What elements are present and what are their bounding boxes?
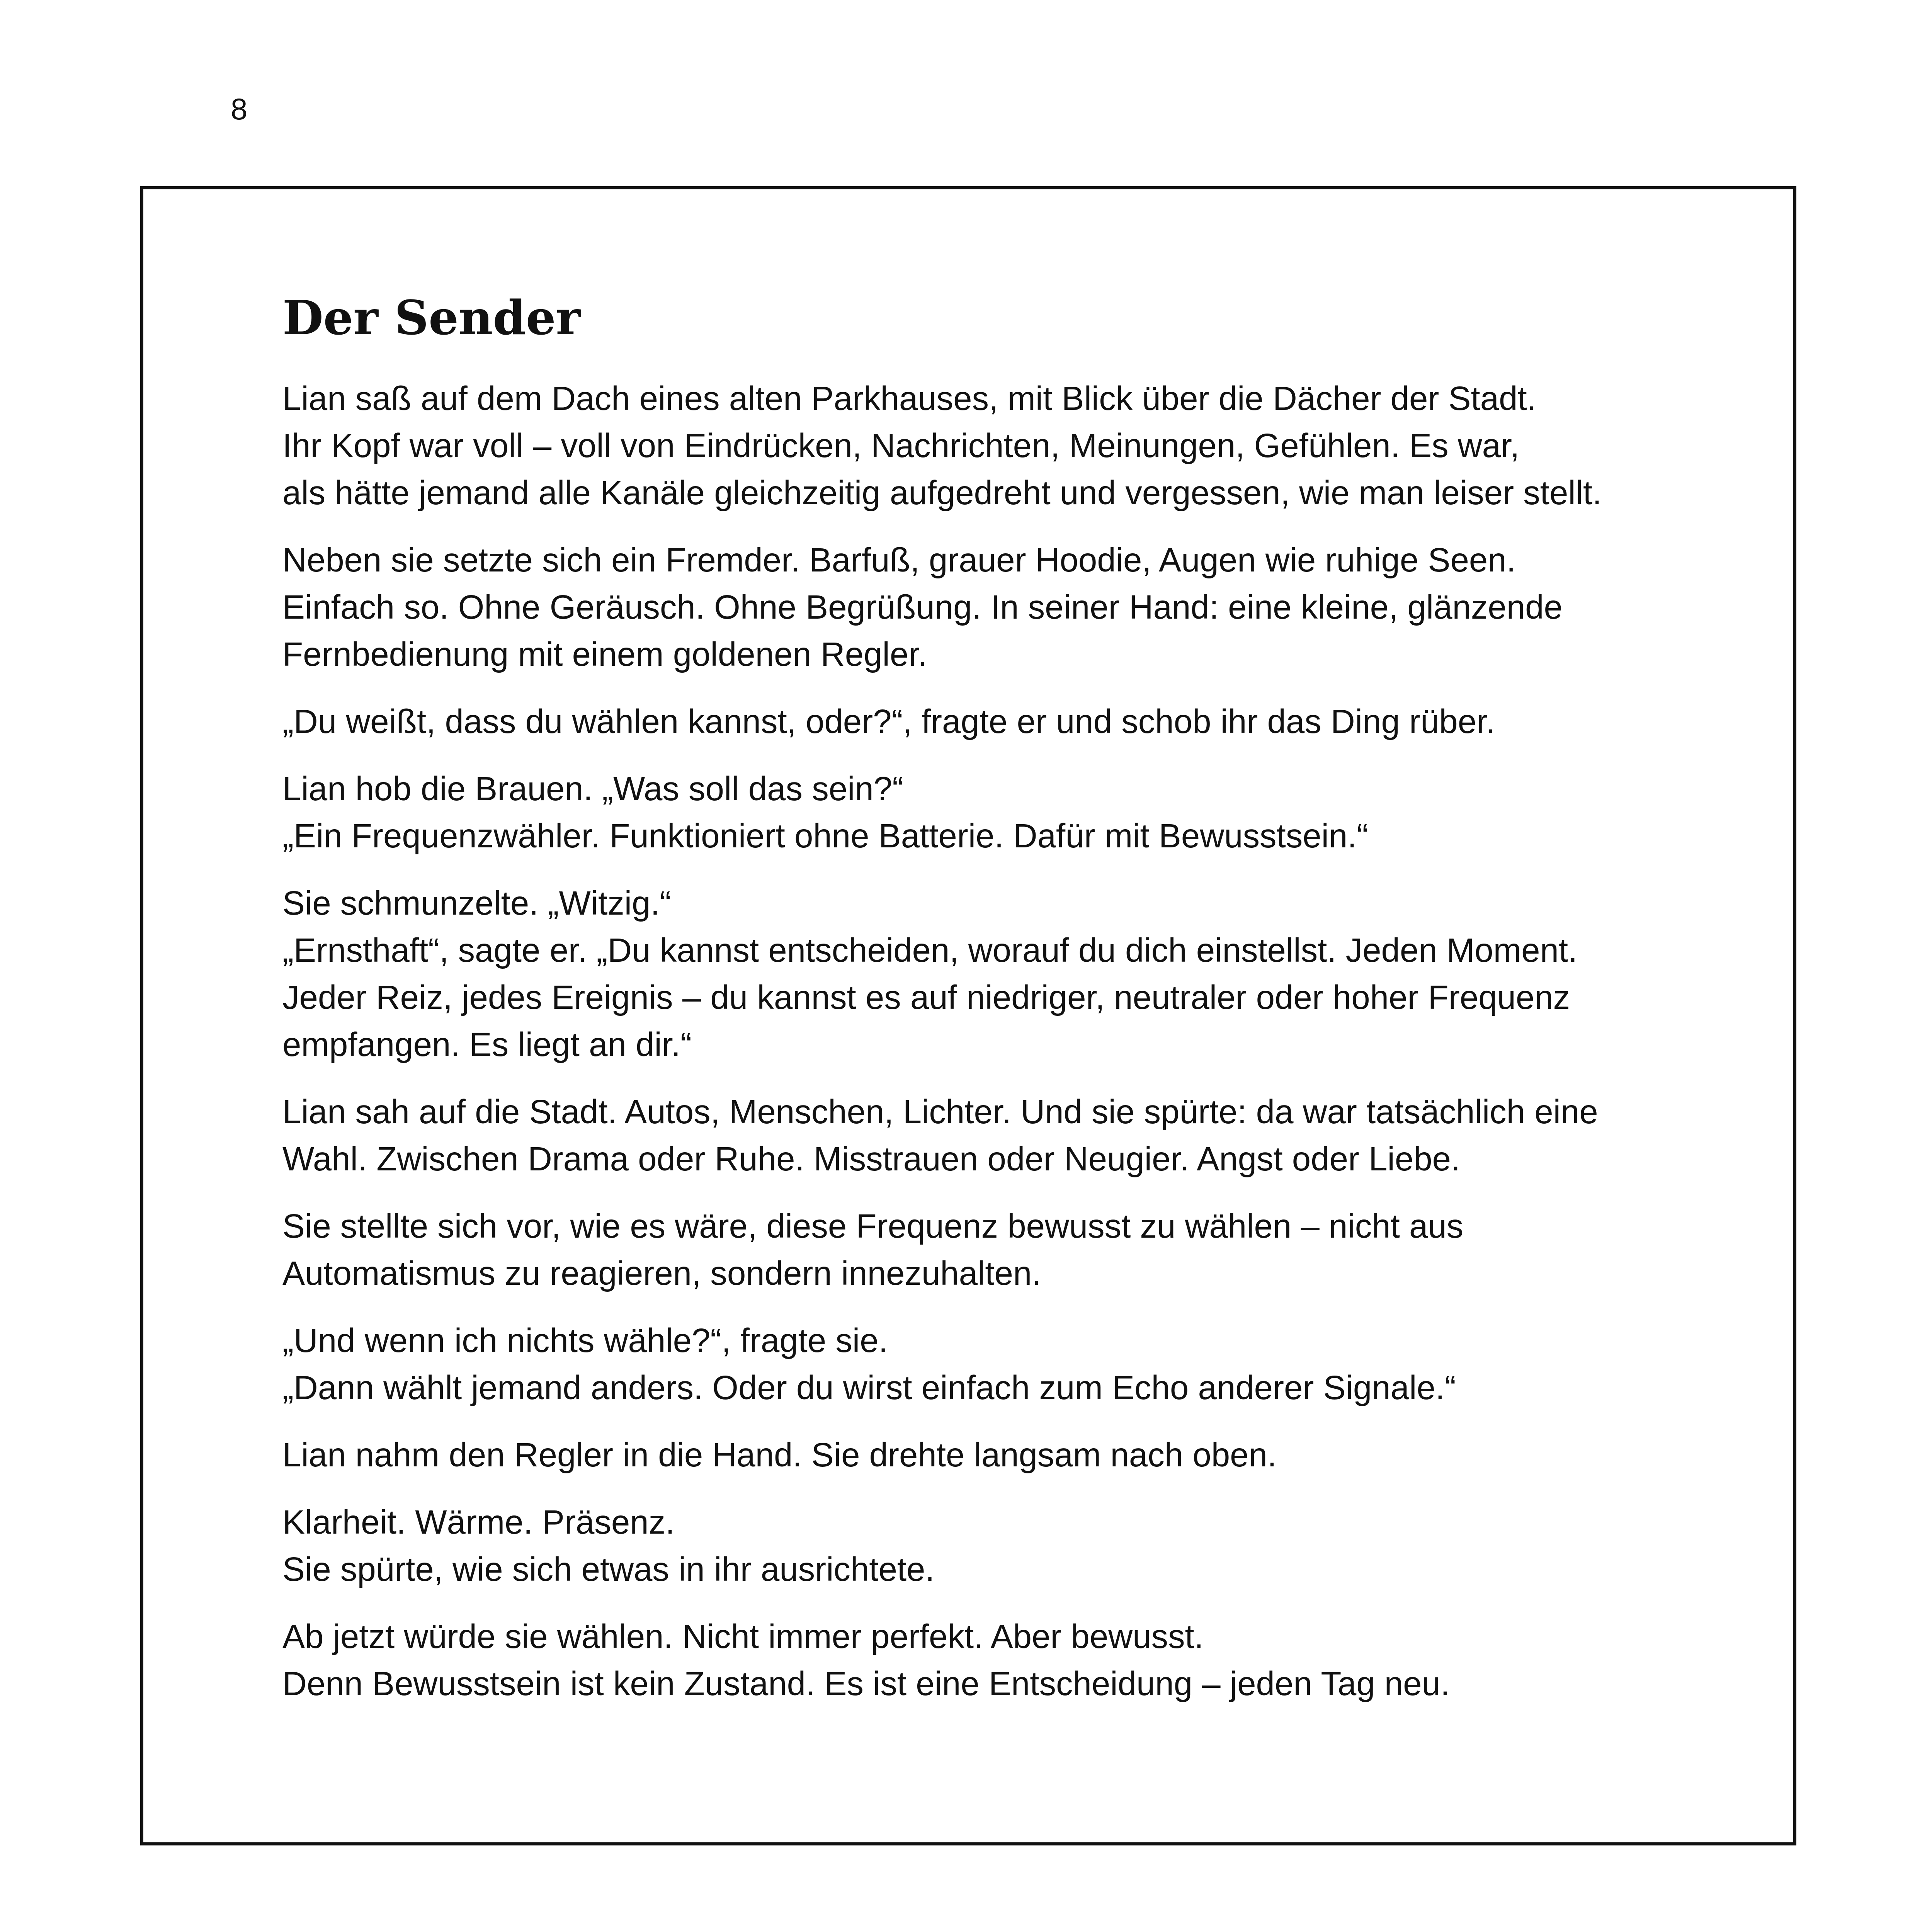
paragraph [282,1088,1712,1183]
text-line: Wahl. Zwischen Drama oder Ruhe. Misstrauen oder Neugier. Angst oder Liebe. [282,1140,1461,1178]
text-line: Lian nahm den Regler in die Hand. Sie drehte langsam nach oben. [282,1436,1277,1474]
text-line: Denn Bewusstsein ist kein Zustand. Es ist eine Entscheidung – jeden Tag neu. [282,1665,1450,1703]
page-number: 8 [231,92,248,126]
text-line: Klarheit. Wärme. Präsenz. [282,1503,675,1541]
paragraph [282,537,1712,678]
text-line: Neben sie setzte sich ein Fremder. Barfuß, grauer Hoodie, Augen wie ruhige Seen. [282,541,1516,579]
paragraph [282,1432,1712,1479]
text-line: Ihr Kopf war voll – voll von Eindrücken, Nachrichten, Meinungen, Gefühlen. Es war, [282,427,1520,465]
paragraph [282,880,1712,1068]
story-frame [140,186,1796,1845]
text-line: empfangen. Es liegt an dir.“ [282,1026,692,1064]
text-line: „Ein Frequenzwähler. Funktioniert ohne Batterie. Dafür mit Bewusstsein.“ [282,817,1368,855]
text-line: Lian saß auf dem Dach eines alten Parkhauses, mit Blick über die Dächer der Stadt. [282,380,1536,418]
story-content [282,292,1712,1728]
text-line: Fernbedienung mit einem goldenen Regler. [282,636,927,673]
text-line: Lian hob die Brauen. „Was soll das sein?“ [282,770,904,808]
text-line: Einfach so. Ohne Geräusch. Ohne Begrüßung. In seiner Hand: eine kleine, glänzende [282,588,1563,626]
text-line: Lian sah auf die Stadt. Autos, Menschen, Lichter. Und sie spürte: da war tatsächlich eine [282,1093,1598,1131]
paragraph [282,765,1712,860]
text-line: Jeder Reiz, jedes Ereignis – du kannst es auf niedriger, neutraler oder hoher Frequenz [282,979,1570,1017]
paragraph [282,375,1712,517]
story-title: Der Sender [282,290,581,345]
text-line: Sie spürte, wie sich etwas in ihr ausrichtete. [282,1551,935,1588]
text-line: als hätte jemand alle Kanäle gleichzeitig aufgedreht und vergessen, wie man leiser stellt. [282,474,1602,512]
paragraph [282,1203,1712,1297]
text-line: Sie stellte sich vor, wie es wäre, diese Frequenz bewusst zu wählen – nicht aus [282,1208,1464,1245]
text-line: Sie schmunzelte. „Witzig.“ [282,884,671,922]
text-line: „Und wenn ich nichts wähle?“, fragte sie. [282,1322,888,1360]
text-line: „Dann wählt jemand anders. Oder du wirst einfach zum Echo anderer Signale.“ [282,1369,1456,1407]
paragraph [282,1317,1712,1412]
paragraph [282,1613,1712,1708]
text-line: „Ernsthaft“, sagte er. „Du kannst entscheiden, worauf du dich einstellst. Jeden Moment. [282,932,1578,969]
text-line: Ab jetzt würde sie wählen. Nicht immer perfekt. Aber bewusst. [282,1618,1204,1656]
text-line: Automatismus zu reagieren, sondern innezuhalten. [282,1255,1041,1293]
paragraph [282,1499,1712,1593]
text-line: „Du weißt, dass du wählen kannst, oder?“, fragte er und schob ihr das Ding rüber. [282,703,1495,741]
paragraph [282,698,1712,745]
